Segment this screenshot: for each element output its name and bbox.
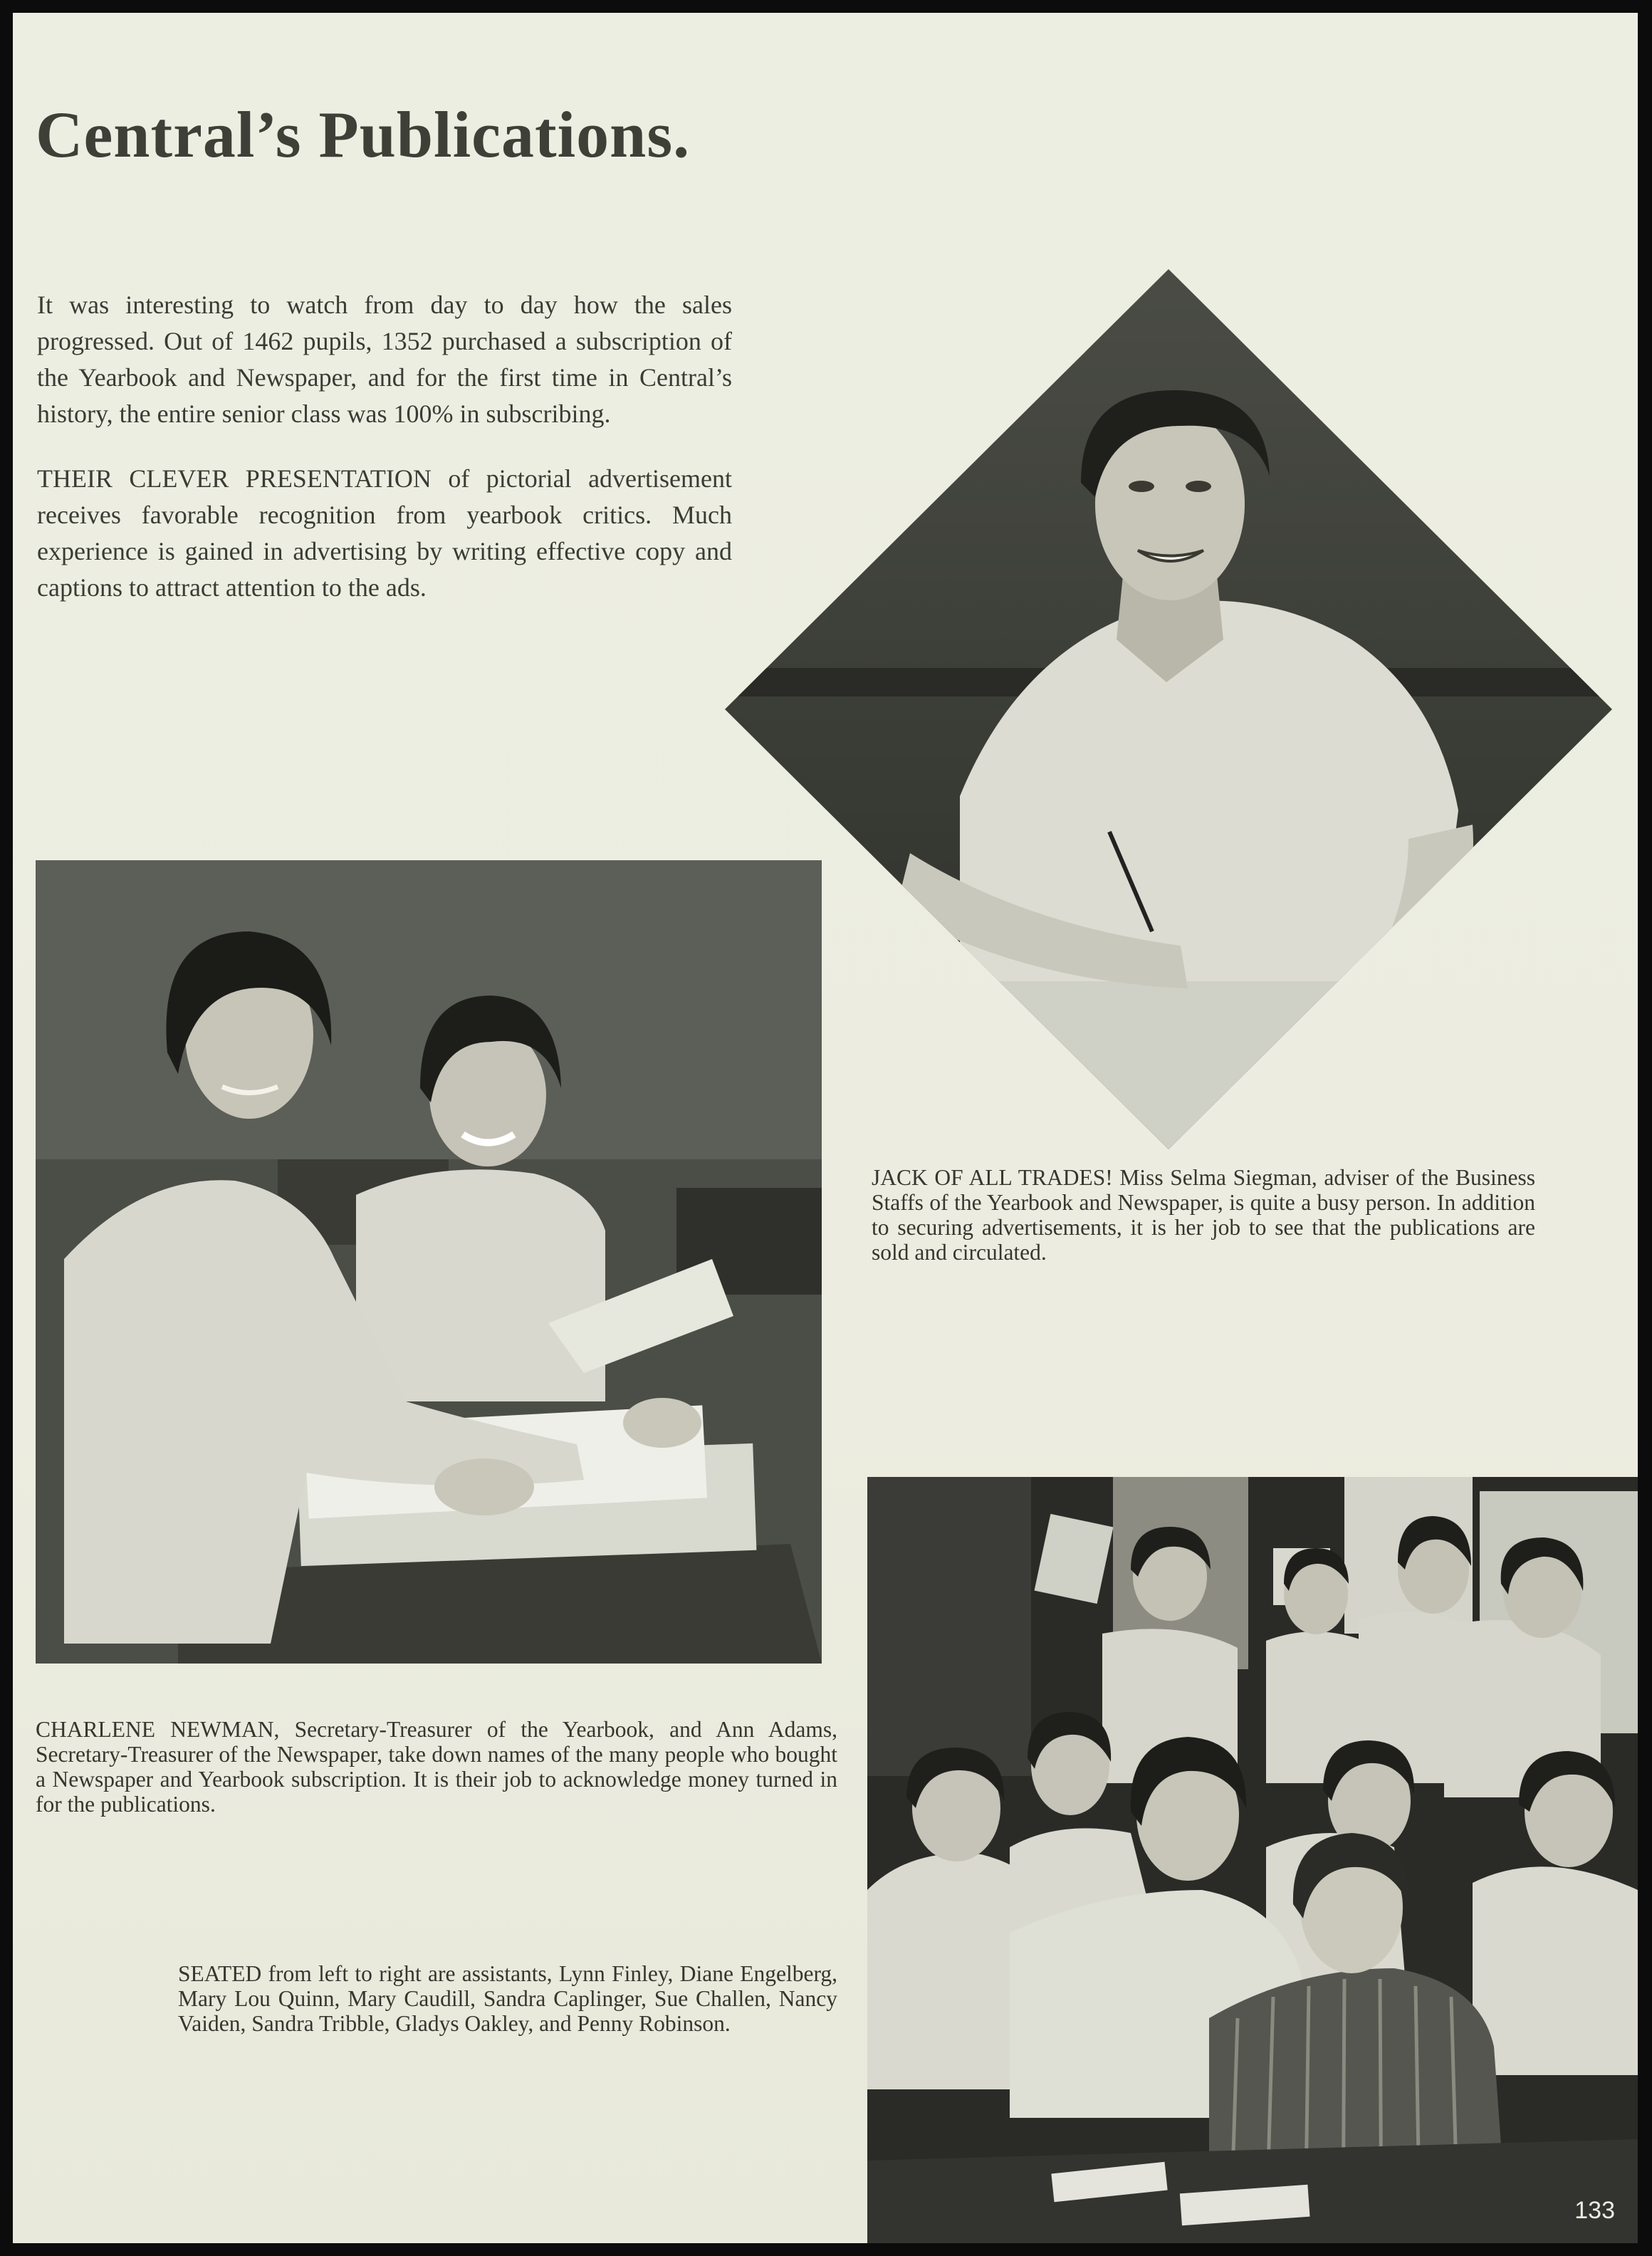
page-number: 133 <box>1574 2197 1615 2224</box>
intro-paragraph-presentation: THEIR CLEVER PRESENTATION of pictorial advertisement receives favorable recognition from yearbook critics. Much experience is gained in advertising by writing effective copy and captions to attract attention to the ads. <box>37 464 732 602</box>
assistants-photo-image <box>867 1477 1638 2243</box>
intro-text <box>37 287 732 634</box>
treasurers-photo-image <box>36 860 822 1664</box>
adviser-photo <box>725 269 1612 1149</box>
yearbook-page <box>13 13 1638 2243</box>
assistants-caption: SEATED from left to right are assistants, Lynn Finley, Diane Engelberg, Mary Lou Quinn, Mary Caudill, Sandra Caplinger, Sue Challen, Nancy Vaiden, Sandra Tribble, Gladys Oakley, and Penny Robinson. <box>178 1961 837 2036</box>
assistants-photo <box>867 1477 1638 2243</box>
adviser-caption: JACK OF ALL TRADES! Miss Selma Siegman, adviser of the Business Staffs of the Yearbook and Newspaper, is quite a busy person. In addition to securing advertisements, it is her job to see that the publications are sold and circulated. <box>872 1165 1535 1265</box>
treasurers-caption: CHARLENE NEWMAN, Secretary-Treasurer of the Yearbook, and Ann Adams, Secretary-Treasurer of the Newspaper, take down names of the many people who bought a Newspaper and Yearbook subscription. It is their job to acknowledge money turned in for the publications. <box>36 1717 837 1817</box>
page-title: Central’s Publications. <box>36 98 691 171</box>
treasurers-photo <box>36 860 822 1664</box>
intro-paragraph-sales: It was interesting to watch from day to day how the sales progressed. Out of 1462 pupils, 1352 purchased a subscription of the Yearbook and Newspaper, and for the first time in Central’s history, the entire senior class was 100% in subscribing. <box>37 291 732 428</box>
adviser-photo-image <box>725 269 1612 1149</box>
